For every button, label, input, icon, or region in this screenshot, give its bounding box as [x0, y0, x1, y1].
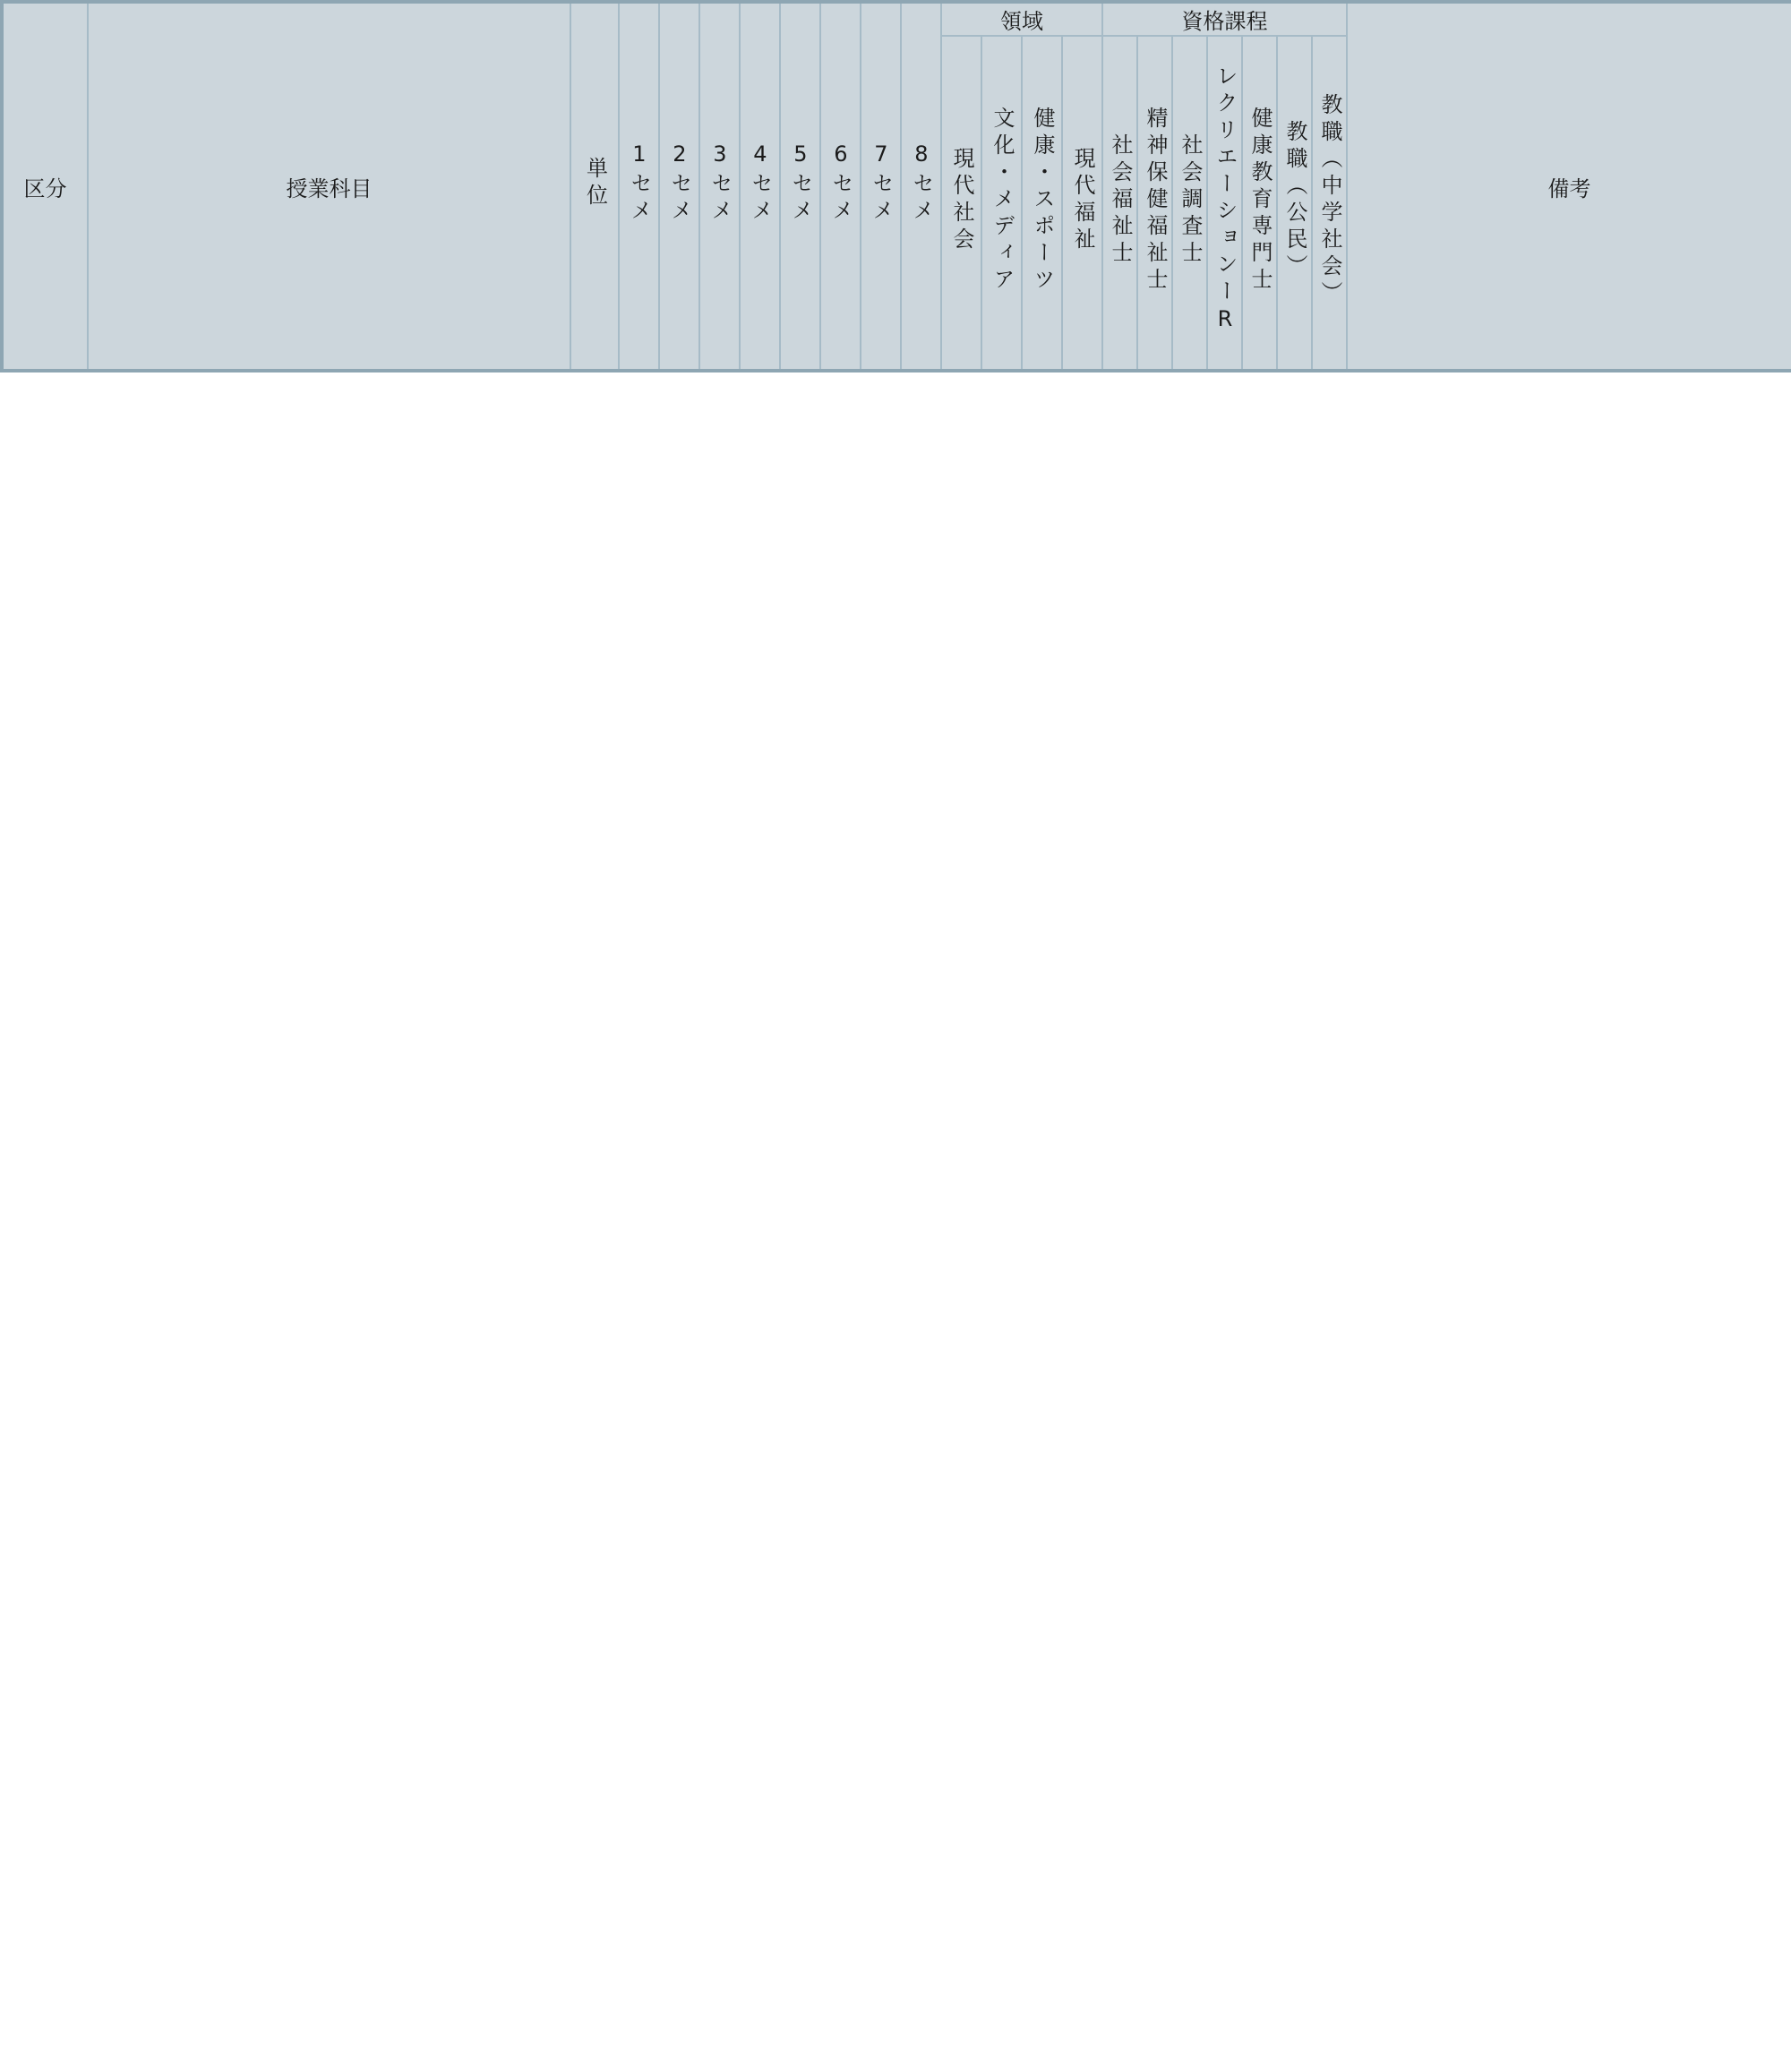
header-remarks-label: 備考: [1547, 176, 1591, 201]
header-semester-6-label: 6セメ: [827, 141, 853, 226]
header-domain-group: [941, 2, 1102, 36]
header-domain-group-label: 領域: [1000, 9, 1043, 34]
header-domain-1: [941, 36, 981, 371]
header-domain-2: [981, 36, 1022, 371]
header-semester-8: [901, 2, 941, 371]
header-semester-4-label: 4セメ: [747, 141, 773, 226]
header-domain-4: [1062, 36, 1102, 371]
header-semester-7: [861, 2, 901, 371]
header-domain-3: [1022, 36, 1062, 371]
header-row-groups: [2, 2, 1791, 36]
header-semester-7-label: 7セメ: [868, 141, 894, 226]
header-qualification-7-label: 教職（中学社会）: [1316, 92, 1342, 308]
header-units-label: 単位: [582, 157, 608, 210]
header-semester-3: [699, 2, 740, 371]
header-semester-2: [659, 2, 699, 371]
header-semester-5-label: 5セメ: [787, 141, 813, 226]
header-category-label: 区分: [23, 176, 67, 201]
header-qualification-group: [1102, 2, 1347, 36]
header-semester-1: [619, 2, 659, 371]
header-qualification-group-label: 資格課程: [1181, 9, 1268, 34]
course-table-body: [2, 371, 1791, 2070]
header-semester-2-label: 2セメ: [666, 141, 692, 226]
header-qualification-7: [1312, 36, 1347, 371]
header-semester-5: [780, 2, 820, 371]
header-qualification-5: [1242, 36, 1277, 371]
header-subject-cell: [88, 2, 570, 371]
header-qualification-1: [1102, 36, 1137, 371]
header-units-cell: [570, 2, 619, 371]
header-remarks-cell: [1347, 2, 1791, 371]
header-semester-1-label: 1セメ: [626, 141, 652, 226]
header-domain-2-label: 文化・メディア: [989, 106, 1015, 295]
table-header: [2, 2, 1791, 371]
header-semester-3-label: 3セメ: [707, 141, 733, 226]
header-qualification-6: [1277, 36, 1312, 371]
header-domain-4-label: 現代福祉: [1069, 146, 1095, 254]
header-category-cell: [2, 2, 88, 371]
header-qualification-3: [1172, 36, 1207, 371]
header-subject-label: 授業科目: [286, 176, 373, 201]
header-qualification-3-label: 社会調査士: [1177, 133, 1203, 268]
header-qualification-1-label: 社会福祉士: [1107, 133, 1133, 268]
header-semester-4: [740, 2, 780, 371]
header-semester-6: [820, 2, 861, 371]
header-domain-3-label: 健康・スポーツ: [1029, 106, 1055, 295]
header-qualification-2-label: 精神保健福祉士: [1142, 106, 1168, 295]
header-qualification-4-label: レクリエーションーR: [1212, 64, 1238, 337]
header-qualification-6-label: 教職（公民）: [1281, 119, 1307, 281]
header-semester-8-label: 8セメ: [908, 141, 934, 226]
header-qualification-2: [1137, 36, 1172, 371]
header-qualification-5-label: 健康教育専門士: [1247, 106, 1273, 295]
header-qualification-4: [1207, 36, 1242, 371]
header-domain-1-label: 現代社会: [948, 146, 974, 254]
